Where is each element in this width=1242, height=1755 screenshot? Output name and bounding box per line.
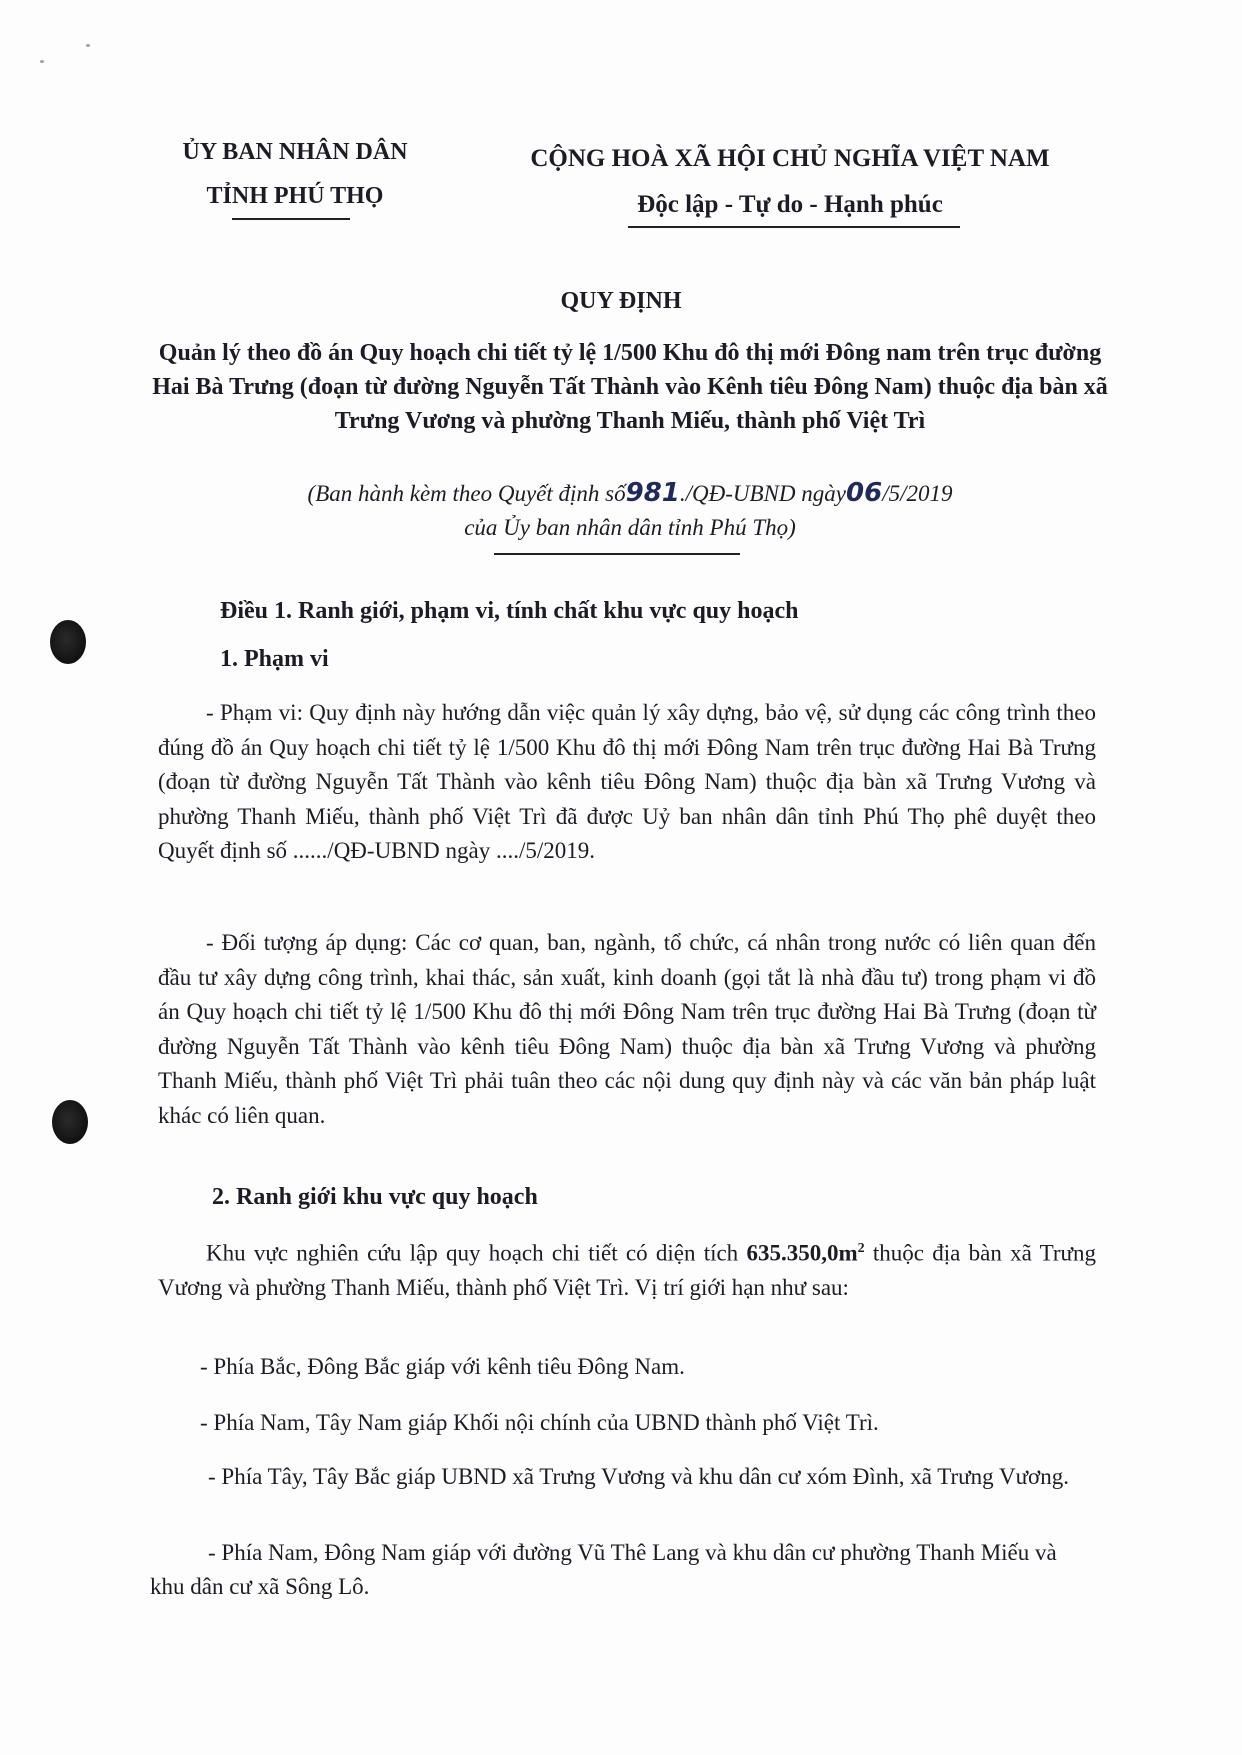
decision-day-handwritten: 06 (846, 478, 883, 508)
section-heading-scope: 1. Phạm vi (220, 646, 329, 672)
decision-number-handwritten: 981 (625, 478, 680, 508)
scope-paragraph: - Phạm vi: Quy định này hướng dẫn việc quản lý xây dựng, bảo vệ, sử dụng các công trình theo đúng đồ án Quy hoạch chi tiết tỷ lệ 1/500 Khu đô thị mới Đông Nam trên trục đường Hai Bà Trưng (đoạn từ đường Nguyễn Tất Thành vào kênh tiêu Đông Nam) thuộc địa bàn xã Trưng Vương và phường Thanh Miếu, thành phố Việt Trì đã được Uỷ ban nhân dân tỉnh Phú Thọ phê duyệt theo Quyết định số ....../QĐ-UBND ngày ..../5/2019. (158, 700, 1096, 863)
motto: Độc lập - Tự do - Hạnh phúc (637, 191, 943, 218)
punch-hole (52, 1100, 88, 1144)
issuance-mid: ./QĐ-UBND ngày (679, 481, 846, 506)
area-paragraph (158, 1232, 1096, 1306)
country-name: CỘNG HOÀ XÃ HỘI CHỦ NGHĨA VIỆT NAM (530, 145, 1050, 172)
issuer-name: ỦY BAN NHÂN DÂN (182, 139, 408, 165)
motto-underline (628, 226, 960, 228)
article-heading: Điều 1. Ranh giới, phạm vi, tính chất khu vực quy hoạch (220, 598, 799, 624)
scan-speck (40, 60, 44, 63)
issuer-underline (232, 218, 350, 220)
boundary-west: - Phía Tây, Tây Bắc giáp UBND xã Trưng Vương và khu dân cư xóm Đình, xã Trưng Vương. (208, 1464, 1069, 1489)
applicability-paragraph: - Đối tượng áp dụng: Các cơ quan, ban, ngành, tổ chức, cá nhân trong nước có liên quan đến đầu tư xây dựng công trình, khai thác, sản xuất, kinh doanh (gọi tắt là nhà đầu tư) trong phạm vi đồ án Quy hoạch chi tiết tỷ lệ 1/500 Khu đô thị mới Đông Nam trên trục đường Hai Bà Trưng (đoạn từ đường Nguyễn Tất Thành vào kênh tiêu Đông Nam) thuộc địa bàn xã Trưng Vương và phường Thanh Miếu, thành phố Việt Trì phải tuân theo các nội dung quy định này và các văn bản pháp luật khác có liên quan. (158, 930, 1096, 1128)
boundary-south: - Phía Nam, Tây Nam giáp Khối nội chính của UBND thành phố Việt Trì. (200, 1410, 879, 1435)
area-prefix: Khu vực nghiên cứu lập quy hoạch chi tiết có diện tích (206, 1240, 739, 1266)
punch-hole (50, 620, 86, 664)
area-unit-exponent: 2 (857, 1241, 865, 1256)
issuer-block (150, 130, 440, 218)
boundary-north: - Phía Bắc, Đông Bắc giáp với kênh tiêu Đông Nam. (200, 1354, 685, 1379)
document-subtitle: Quản lý theo đồ án Quy hoạch chi tiết tỷ lệ 1/500 Khu đô thị mới Đông nam trên trục đường Hai Bà Trưng (đoạn từ đường Nguyễn Tất Thành vào Kênh tiêu Đông Nam) thuộc địa bàn xã Trưng Vương và phường Thanh Miếu, thành phố Việt Trì (152, 340, 1108, 434)
area-value: 635.350,0m (746, 1240, 858, 1266)
issuance-prefix: (Ban hành kèm theo Quyết định số (307, 481, 626, 506)
national-motto-block (470, 136, 1110, 228)
document-title: QUY ĐỊNH (560, 288, 682, 314)
issuer-province: TỈNH PHÚ THỌ (206, 183, 384, 209)
issuance-line-2: của Ủy ban nhân dân tỉnh Phú Thọ) (464, 515, 796, 540)
issuance-line-1 (180, 476, 1080, 511)
area-suffix: thuộc địa bàn xã Trưng Vương và phường Thanh Miếu, thành phố Việt Trì. Vị trí giới hạn như sau: (158, 1240, 1096, 1301)
section-heading-boundary: 2. Ranh giới khu vực quy hoạch (212, 1184, 538, 1210)
boundary-southeast: - Phía Nam, Đông Nam giáp với đường Vũ Thê Lang và khu dân cư phường Thanh Miếu và khu dân cư xã Sông Lô. (150, 1540, 1057, 1599)
issuance-note (180, 476, 1080, 545)
title-underline (494, 553, 740, 555)
scan-speck (86, 44, 90, 47)
issuance-suffix: /5/2019 (882, 481, 953, 506)
